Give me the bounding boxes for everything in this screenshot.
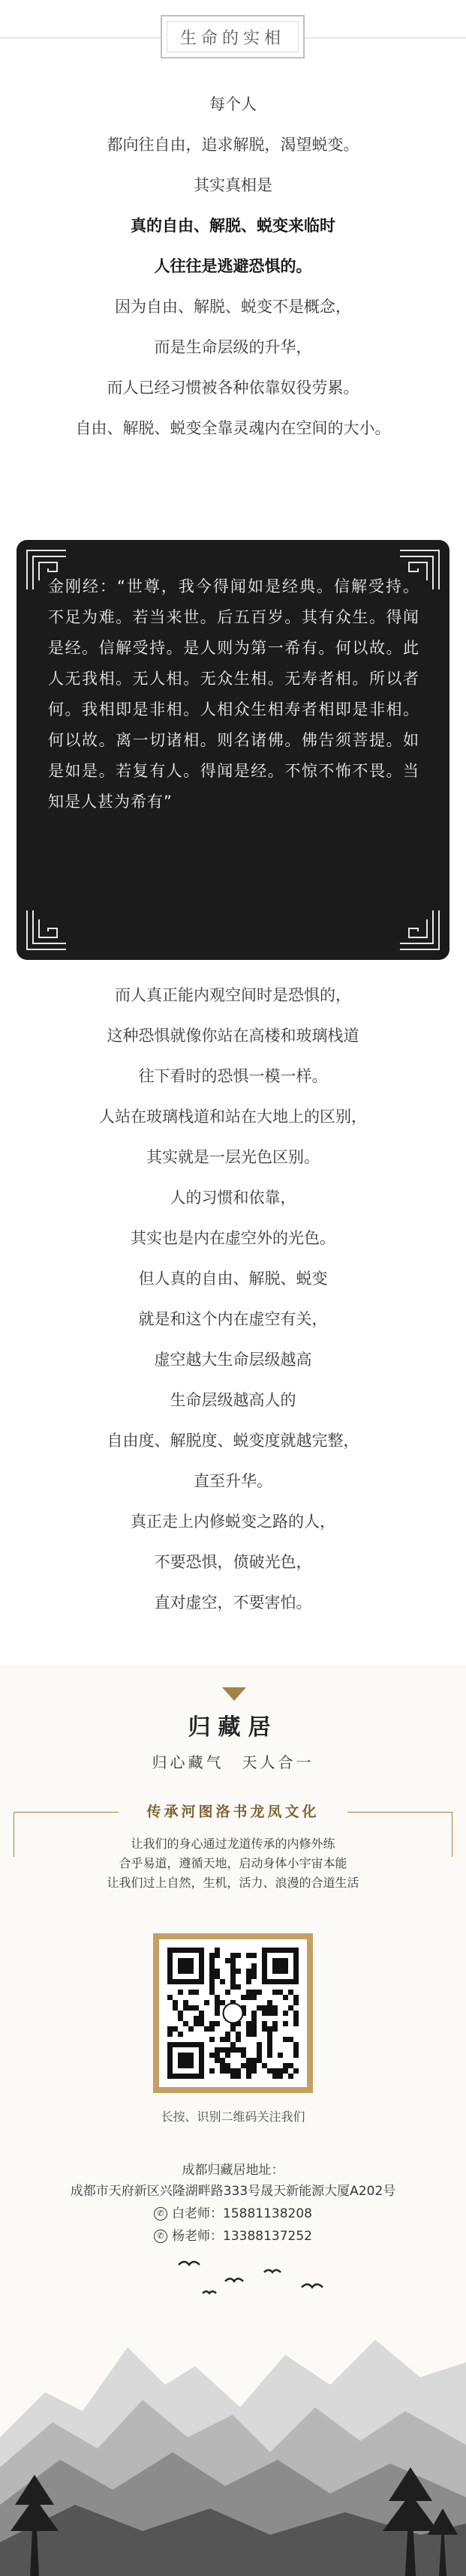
qr-caption: 长按、识别二维码关注我们 xyxy=(161,2110,305,2124)
intro-line: 而是生命层级的升华， xyxy=(154,338,312,356)
body-line: 人的习惯和依靠， xyxy=(170,1189,296,1207)
body-line: 往下看时的恐惧一模一样。 xyxy=(138,1067,328,1085)
frame-lines xyxy=(14,1834,452,1893)
qr-code-icon xyxy=(159,1939,307,2087)
contact-text: 杨老师：13388137252 xyxy=(172,2229,312,2244)
address-block xyxy=(0,2160,466,2247)
phone-icon: ✆ xyxy=(154,2207,167,2221)
intro-line: 人往往是逃避恐惧的。 xyxy=(154,257,312,275)
corner-ornament-icon xyxy=(24,907,69,952)
heritage-frame xyxy=(14,1798,452,1902)
body-line: 不要恐惧，偾破光色， xyxy=(154,1553,312,1571)
brand-slogan: 归心藏气 天人合一 xyxy=(152,1753,314,1771)
qr-code-area xyxy=(159,1939,307,2087)
intro-text xyxy=(0,84,466,448)
body-line: 而人真正能内观空间时是恐惧的， xyxy=(115,986,351,1004)
ink-landscape-illustration xyxy=(0,2235,466,2576)
frame-title: 传承河图洛书龙凤文化 xyxy=(119,1798,347,1825)
contact-item[interactable] xyxy=(154,2203,312,2224)
page-title: 生命的实相 xyxy=(161,15,305,58)
frame-line: 让我们过上自然，生机，活力、浪漫的合道生活 xyxy=(107,1876,359,1890)
triangle-icon xyxy=(222,1687,246,1701)
body-line: 虚空越大生命层级越高 xyxy=(154,1351,312,1369)
body-line: 其实就是一层光色区别。 xyxy=(146,1148,320,1166)
frame-line: 合乎易道，遵循天地，启动身体小宇宙本能 xyxy=(119,1856,347,1870)
intro-line: 每个人 xyxy=(209,95,257,113)
intro-line: 自由、解脱、蜕变全靠灵魂内在空间的大小。 xyxy=(75,419,391,437)
body-line: 但人真的自由、解脱、蜕变 xyxy=(138,1270,328,1288)
body-line: 生命层级越高人的 xyxy=(170,1391,296,1409)
body-line: 其实也是内在虚空外的光色。 xyxy=(131,1229,335,1247)
body-text xyxy=(0,975,466,1623)
body-line: 真正走上内修蜕变之路的人， xyxy=(131,1513,335,1531)
body-line: 就是和这个内在虚空有关， xyxy=(138,1310,328,1328)
frame-line: 让我们的身心通过龙道传承的内修外练 xyxy=(131,1837,335,1851)
intro-line: 真的自由、解脱、蜕变来临时 xyxy=(131,217,335,235)
quote-text: 金刚经：“世尊，我今得闻如是经典。信解受持。不足为难。若当来世。后五百岁。其有众生。得闻是经。信解受持。是人则为第一希有。何以故。此人无我相。无人相。无众生相。无寿者相。所以者何。我相即是非相。人相众生相寿者相即是非相。何以故。离一切诸相。则名诸佛。佛告须菩提。如是如是。若复有人。得闻是经。不惊不怖不畏。当知是人甚为希有” xyxy=(48,577,419,811)
birds-icon xyxy=(179,2262,323,2293)
qr-code[interactable] xyxy=(153,1933,313,2093)
section-header xyxy=(0,15,466,60)
intro-line: 而人已经习惯被各种依靠奴役劳累。 xyxy=(107,379,359,397)
phone-icon: ✆ xyxy=(154,2230,167,2243)
address-label: 成都归藏居地址： xyxy=(182,2163,284,2178)
body-line: 直对虚空，不要害怕。 xyxy=(154,1594,312,1612)
intro-line: 因为自由、解脱、蜕变不是概念， xyxy=(115,298,351,316)
intro-line: 都向往自由，追求解脱，渴望蜕变。 xyxy=(107,136,359,154)
address-text: 成都市天府新区兴隆湖畔路333号晟天新能源大厦A202号 xyxy=(70,2184,396,2199)
corner-ornament-icon xyxy=(397,907,442,952)
title-inner-border xyxy=(167,21,299,52)
brand-name: 归藏居 xyxy=(188,1714,278,1741)
intro-line: 其实真相是 xyxy=(194,176,272,194)
body-line: 这种恐惧就像你站在高楼和玻璃栈道 xyxy=(107,1027,359,1045)
footer xyxy=(0,1665,466,2576)
body-line: 人站在玻璃栈道和站在大地上的区别， xyxy=(99,1108,367,1126)
divider xyxy=(0,37,161,38)
body-line: 自由度、解脱度、蜕变度就越完整， xyxy=(107,1432,359,1450)
quote-box xyxy=(17,540,449,960)
divider xyxy=(305,37,466,38)
body-line: 直至升华。 xyxy=(194,1472,272,1490)
contact-text: 白老师：15881138208 xyxy=(172,2206,312,2221)
